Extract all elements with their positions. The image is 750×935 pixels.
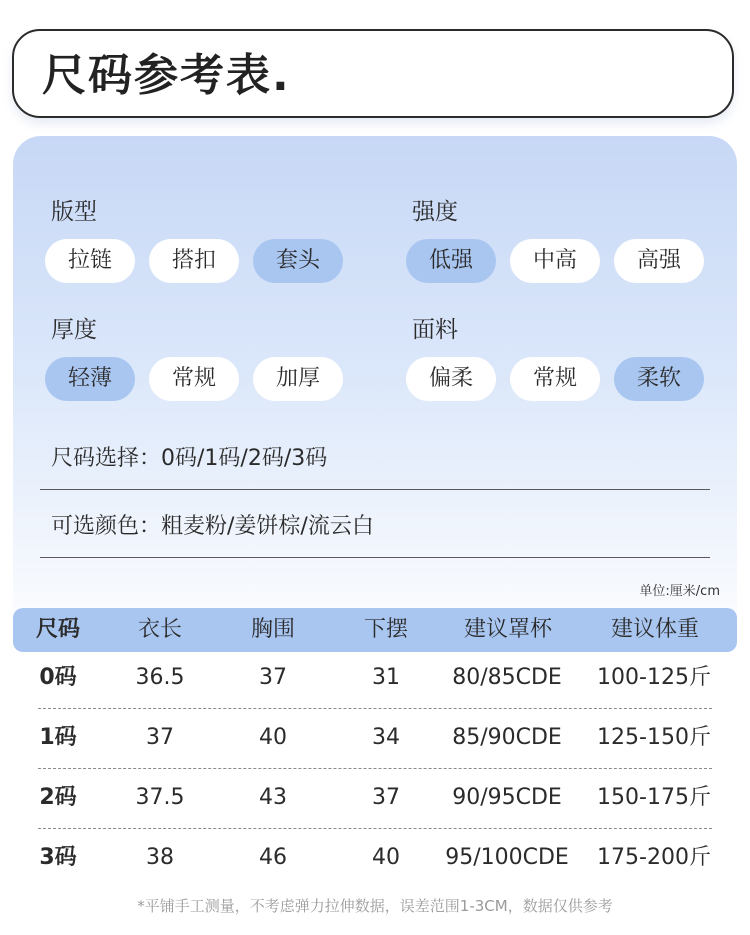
divider	[40, 489, 710, 490]
chip-fit-pullover: 套头	[253, 239, 343, 283]
chip-fit-zipper: 拉链	[45, 239, 135, 283]
chip-support-mid: 中高	[510, 239, 600, 283]
cell-size: 1码	[39, 725, 77, 750]
table-row	[0, 768, 750, 828]
table-row	[0, 648, 750, 708]
group-label-support: 强度	[412, 199, 458, 225]
chip-thickness-regular: 常规	[149, 357, 239, 401]
header-cup: 建议罩杯	[463, 617, 553, 642]
header-length: 衣长	[137, 617, 183, 642]
cell-bust: 37	[259, 665, 287, 690]
chip-thickness-thick: 加厚	[253, 357, 343, 401]
chip-fabric-soft: 柔软	[614, 357, 704, 401]
cell-hem: 31	[372, 665, 400, 690]
header-weight: 建议体重	[610, 617, 700, 642]
header-size: 尺码	[35, 617, 81, 642]
cell-size: 3码	[39, 845, 77, 870]
header-bust: 胸围	[250, 617, 296, 642]
size-options-text: 尺码选择：0码/1码/2码/3码	[51, 446, 328, 471]
cell-bust: 40	[259, 725, 287, 750]
cell-weight: 100-125斤	[597, 665, 711, 690]
chip-fabric-regular: 常规	[510, 357, 600, 401]
cell-weight: 175-200斤	[597, 845, 711, 870]
cell-hem: 40	[372, 845, 400, 870]
cell-bust: 43	[259, 785, 287, 810]
cell-cup: 85/90CDE	[452, 725, 562, 750]
cell-size: 2码	[39, 785, 77, 810]
title-box	[12, 29, 734, 118]
cell-weight: 150-175斤	[597, 785, 711, 810]
table-row	[0, 828, 750, 888]
chip-fabric-slightly-soft: 偏柔	[406, 357, 496, 401]
chip-support-high: 高强	[614, 239, 704, 283]
cell-length: 37.5	[135, 785, 185, 810]
cell-bust: 46	[259, 845, 287, 870]
cell-cup: 80/85CDE	[452, 665, 562, 690]
size-table-header	[13, 608, 737, 652]
cell-hem: 34	[372, 725, 400, 750]
table-row	[0, 708, 750, 768]
unit-label: 单位:厘米/cm	[639, 584, 720, 599]
cell-length: 38	[146, 845, 174, 870]
cell-hem: 37	[372, 785, 400, 810]
group-label-fit: 版型	[51, 199, 97, 225]
cell-cup: 90/95CDE	[452, 785, 562, 810]
group-label-thickness: 厚度	[51, 317, 97, 343]
footnote: *平铺手工测量，不考虑弹力拉伸数据，误差范围1-3CM，数据仅供参考	[137, 897, 613, 915]
group-label-fabric: 面料	[412, 317, 458, 343]
cell-size: 0码	[39, 665, 77, 690]
header-hem: 下摆	[363, 617, 409, 642]
divider	[40, 557, 710, 558]
cell-cup: 95/100CDE	[445, 845, 569, 870]
cell-length: 36.5	[135, 665, 185, 690]
chip-fit-buckle: 搭扣	[149, 239, 239, 283]
cell-weight: 125-150斤	[597, 725, 711, 750]
chip-thickness-thin: 轻薄	[45, 357, 135, 401]
chip-support-low: 低强	[406, 239, 496, 283]
page-title: 尺码参考表.	[42, 50, 291, 101]
color-options-text: 可选颜色：粗麦粉/姜饼棕/流云白	[51, 514, 374, 539]
cell-length: 37	[146, 725, 174, 750]
